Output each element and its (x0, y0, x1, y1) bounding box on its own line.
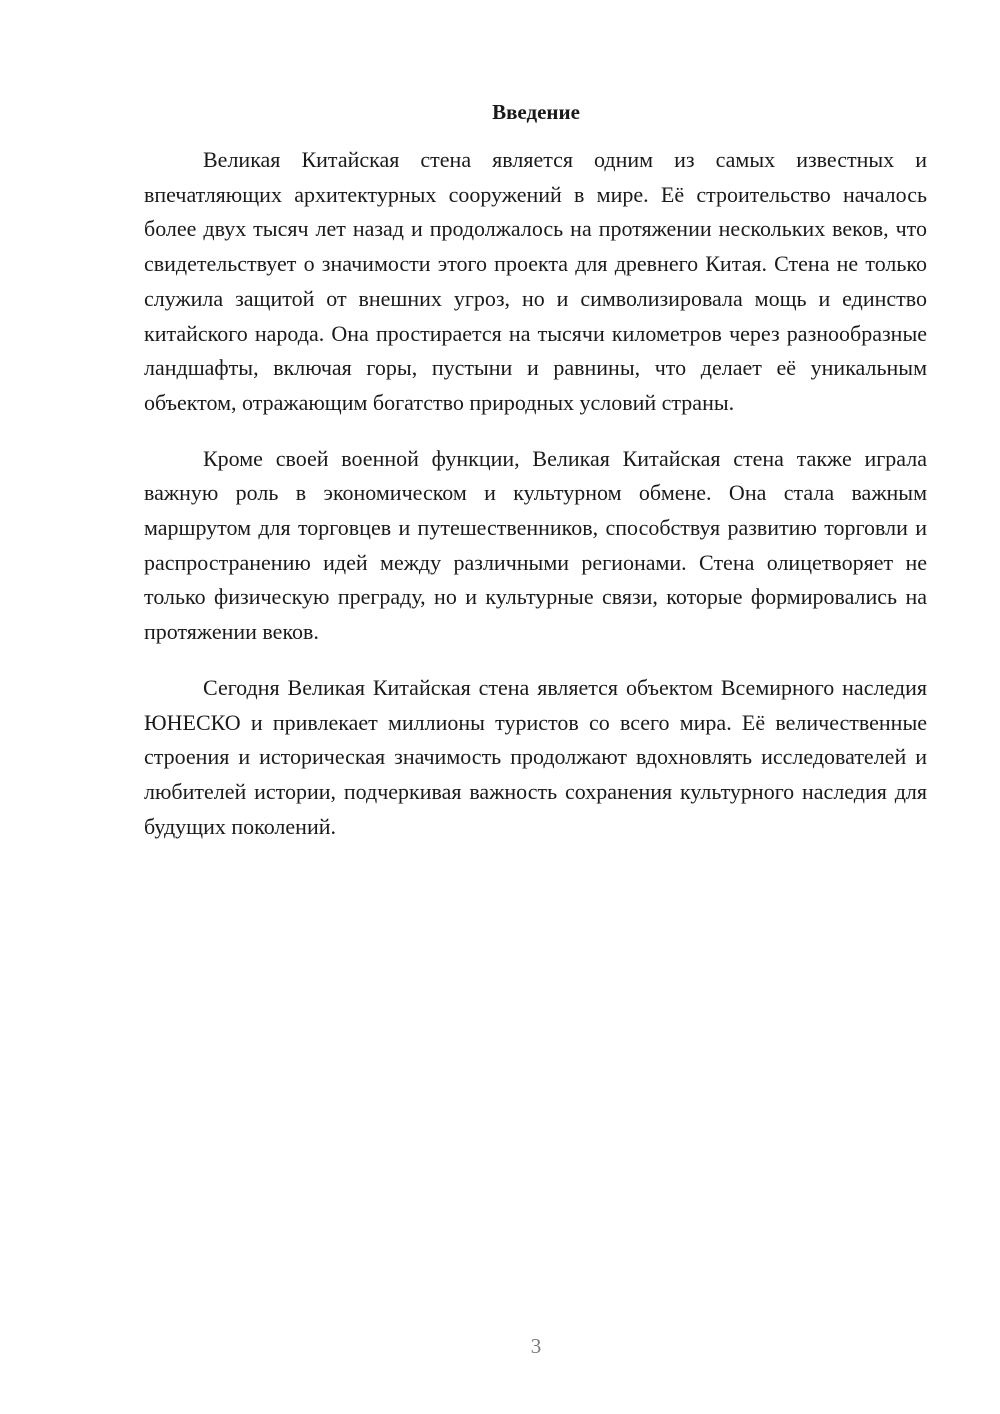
paragraph-1: Великая Китайская стена является одним из самых известных и впечатляющих архитектурных сооружений в мире. Её строительство началось более двух тысяч лет назад и продолжалось на протяжении нескольких веков, что свидетельствует о значимости этого проекта для древнего Китая. Стена не только служила защитой от внешних угроз, но и символизировала мощь и единство китайского народа. Она простирается на тысячи километров через разнообразные ландшафты, включая горы, пустыни и равнины, что делает её уникальным объектом, отражающим богатство природных условий страны. (144, 147, 927, 415)
section-title: Введение (492, 100, 580, 124)
paragraph-3: Сегодня Великая Китайская стена является объектом Всемирного наследия ЮНЕСКО и привлекает миллионы туристов со всего мира. Её величественные строения и историческая значимость продолжают вдохновлять исследователей и любителей истории, подчеркивая важность сохранения культурного наследия для будущих поколений. (144, 674, 927, 839)
body-text (144, 143, 927, 865)
page-number: 3 (530, 1334, 542, 1358)
paragraph-2: Кроме своей военной функции, Великая Китайская стена также играла важную роль в экономическом и культурном обмене. Она стала важным маршрутом для торговцев и путешественников, способствуя развитию торговли и распространению идей между различными регионами. Стена олицетворяет не только физическую преграду, но и культурные связи, которые формировались на протяжении веков. (144, 445, 927, 645)
